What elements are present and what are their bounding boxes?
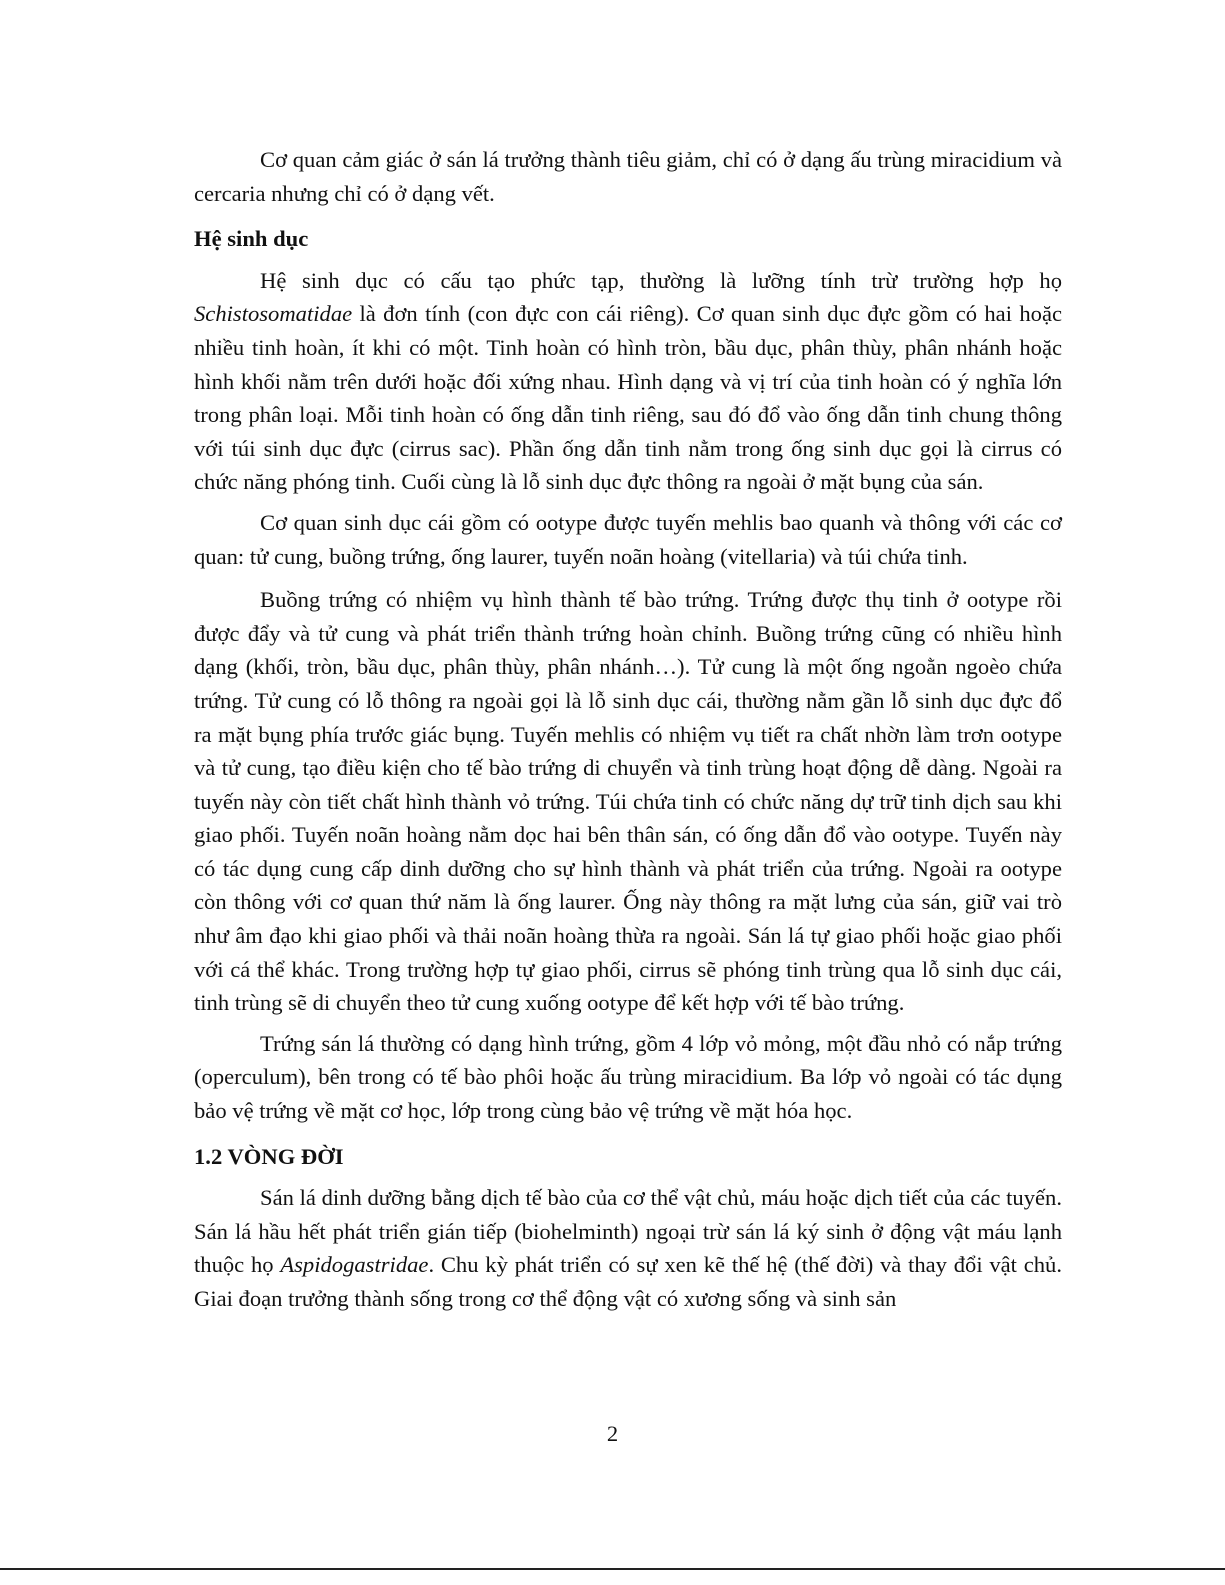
paragraph-nutrition bbox=[194, 1181, 1062, 1315]
heading-life-cycle: 1.2 VÒNG ĐỜI bbox=[194, 1143, 344, 1169]
taxon-name: Schistosomatidae bbox=[194, 301, 353, 327]
paragraph-text: Sán lá dinh dưỡng bằng dịch tế bào của cơ thể vật chủ, máu hoặc dịch tiết của các tuyến. Sán lá hầu hết phát triển gián tiếp (biohelminth) ngoại trừ sán lá ký sinh ở động vật máu lạnh thuộc họ bbox=[194, 1185, 1062, 1278]
paragraph-reproductive-overview bbox=[194, 264, 1062, 499]
paragraph-text: . Chu kỳ phát triển có sự xen kẽ thế hệ (thế đời) và thay đổi vật chủ. Giai đoạn trưởng thành sống trong cơ thể động vật có xương sống và sinh sản bbox=[194, 1252, 1062, 1311]
paragraph-text: Hệ sinh dục có cấu tạo phức tạp, thường là lưỡng tính trừ trường hợp họ bbox=[260, 267, 1062, 293]
paragraph-female-organs: Cơ quan sinh dục cái gồm có ootype được tuyến mehlis bao quanh và thông với các cơ quan: tử cung, buồng trứng, ống laurer, tuyến noãn hoàng (vitellaria) và túi chứa tinh. bbox=[194, 509, 1062, 569]
paragraph-eggs: Trứng sán lá thường có dạng hình trứng, gồm 4 lớp vỏ mỏng, một đầu nhỏ có nắp trứng (operculum), bên trong có tế bào phôi hoặc ấu trùng miracidium. Ba lớp vỏ ngoài có tác dụng bảo vệ trứng về mặt cơ học, lớp trong cùng bảo vệ trứng về mặt hóa học. bbox=[194, 1030, 1062, 1124]
paragraph-text: là đơn tính (con đực con cái riêng). Cơ quan sinh dục đực gồm có hai hoặc nhiều tinh hoàn, ít khi có một. Tinh hoàn có hình tròn, bầu dục, phân thùy, phân nhánh hoặc hình khối nằm trên dưới hoặc đối xứng nhau. Hình dạng và vị trí của tinh hoàn có ý nghĩa lớn trong phân loại. Mỗi tinh hoàn có ống dẫn tinh riêng, sau đó đổ vào ống dẫn tinh chung thông với túi sinh dục đực (cirrus sac). Phần ống dẫn tinh nằm trong ống sinh dục gọi là cirrus có chức năng phóng tinh. Cuối cùng là lỗ sinh dục đực thông ra ngoài ở mặt bụng của sán. bbox=[194, 301, 1062, 495]
heading-reproductive-system: Hệ sinh dục bbox=[194, 226, 309, 252]
page-number: 2 bbox=[606, 1421, 619, 1446]
taxon-name: Aspidogastridae bbox=[280, 1252, 429, 1278]
document-body bbox=[194, 143, 1062, 1316]
paragraph-sensory-organs: Cơ quan cảm giác ở sán lá trưởng thành tiêu giảm, chỉ có ở dạng ấu trùng miracidium và cercaria nhưng chỉ có ở dạng vết. bbox=[194, 147, 1062, 206]
bottom-divider bbox=[0, 1568, 1225, 1570]
paragraph-ovary: Buồng trứng có nhiệm vụ hình thành tế bào trứng. Trứng được thụ tinh ở ootype rồi được đẩy và tử cung và phát triển thành trứng hoàn chỉnh. Buồng trứng cũng có nhiều hình dạng (khối, tròn, bầu dục, phân thùy, phân nhánh…). Tử cung là một ống ngoằn ngoèo chứa trứng. Tử cung có lỗ thông ra ngoài gọi là lỗ sinh dục cái, thường nằm gần lỗ sinh dục đực đổ ra mặt bụng phía trước giác bụng. Tuyến mehlis có nhiệm vụ tiết ra chất nhờn làm trơn ootype và tử cung, tạo điều kiện cho tế bào trứng di chuyển và tinh trùng hoạt động dễ dàng. Ngoài ra tuyến này còn tiết chất hình thành vỏ trứng. Túi chứa tinh có chức năng dự trữ tinh dịch sau khi giao phối. Tuyến noãn hoàng nằm dọc hai bên thân sán, có ống dẫn đổ vào ootype. Tuyến này có tác dụng cung cấp dinh dưỡng cho sự hình thành và phát triển của trứng. Ngoài ra ootype còn thông với cơ quan thứ năm là ống laurer. Ống này thông ra mặt lưng của sán, giữ vai trò như âm đạo khi giao phối và thải noãn hoàng thừa ra ngoài. Sán lá tự giao phối hoặc giao phối với cá thể khác. Trong trường hợp tự giao phối, cirrus sẽ phóng tinh trùng qua lỗ sinh dục cái, tinh trùng sẽ di chuyển theo tử cung xuống ootype để kết hợp với tế bào trứng. bbox=[194, 587, 1062, 1016]
